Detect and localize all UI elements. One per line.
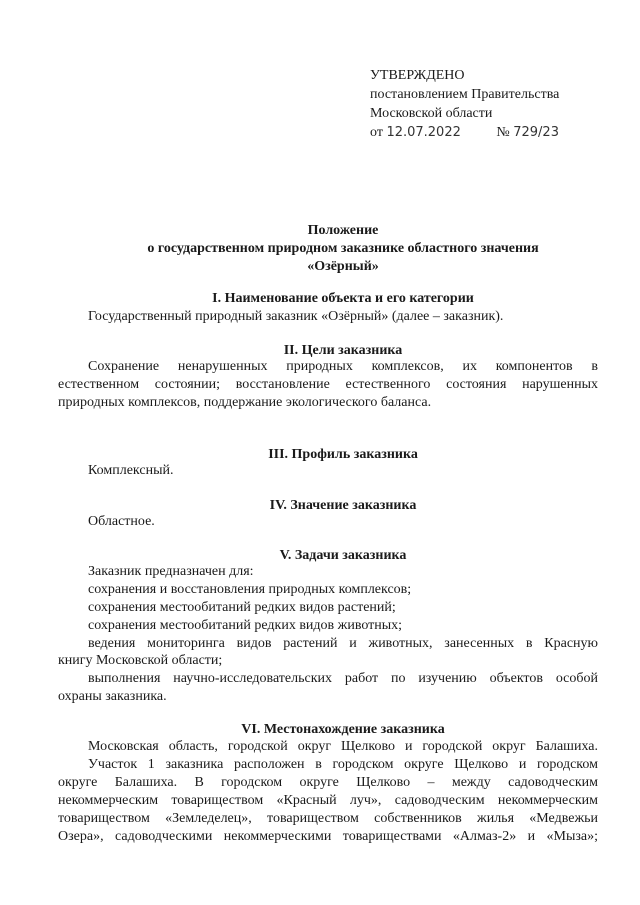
section-5-line-7: выполнения научно-исследовательских работ по изучению объектов особой — [88, 671, 598, 686]
approval-date-number — [370, 123, 559, 142]
section-6-line-1: Московская область, городской округ Щелково и городской округ Балашиха. — [88, 739, 598, 754]
section-2-heading: II. Цели заказника — [283, 343, 403, 358]
approval-decree: постановлением Правительства — [370, 87, 560, 102]
section-6-line-6: Озера», садоводческими некоммерческими товариществами «Алмаз-2» и «Мыза»; — [58, 829, 598, 844]
section-5-line-1: Заказник предназначен для: — [88, 564, 254, 579]
title-line-1: Положение — [307, 223, 379, 238]
number-label: № — [496, 125, 510, 140]
section-2-line-1: Сохранение ненарушенных природных комплексов, их компонентов в — [88, 359, 598, 374]
section-5-line-6: книгу Московской области; — [58, 653, 223, 668]
section-5-line-2: сохранения и восстановления природных комплексов; — [88, 582, 412, 597]
section-4-line-1: Областное. — [88, 514, 155, 529]
date-label: от — [370, 125, 383, 140]
section-6-line-2: Участок 1 заказника расположен в городском округе Щелково и городском — [88, 757, 598, 772]
title-line-3: «Озёрный» — [307, 259, 379, 274]
section-6-line-5: товариществом «Земледелец», товариществом собственников жилья «Медвежьи — [58, 811, 598, 826]
section-2-line-2: естественном состоянии; восстановление естественного состояния нарушенных — [58, 377, 598, 392]
approval-region: Московской области — [370, 106, 493, 121]
section-1-heading: I. Наименование объекта и его категории — [212, 291, 474, 306]
section-5-line-8: охраны заказника. — [58, 689, 167, 704]
document-title — [88, 222, 598, 276]
section-4-heading: IV. Значение заказника — [269, 498, 417, 513]
approval-title: УТВЕРЖДЕНО — [370, 68, 465, 83]
approval-date: 12.07.2022 — [386, 125, 461, 140]
section-6-heading: VI. Местонахождение заказника — [241, 722, 445, 737]
section-5-line-5: ведения мониторинга видов растений и животных, занесенных в Красную — [88, 636, 598, 651]
title-line-2: о государственном природном заказнике областного значения — [147, 241, 539, 256]
section-1-line-1: Государственный природный заказник «Озёрный» (далее – заказник). — [88, 309, 504, 324]
approval-number: 729/23 — [513, 125, 559, 140]
section-3-heading: III. Профиль заказника — [268, 447, 418, 462]
section-2-line-3: природных комплексов, поддержание экологического баланса. — [58, 395, 432, 410]
section-6-line-3: округе Балашиха. В городском округе Щелково – между садоводческим — [58, 775, 598, 790]
section-6-line-4: некоммерческим товариществом «Красный луч», садоводческим некоммерческим — [58, 793, 598, 808]
section-5-heading: V. Задачи заказника — [279, 548, 407, 563]
section-5-line-4: сохранения местообитаний редких видов животных; — [88, 618, 403, 633]
approval-stamp — [370, 66, 559, 142]
section-3-line-1: Комплексный. — [88, 463, 174, 478]
section-5-line-3: сохранения местообитаний редких видов растений; — [88, 600, 396, 615]
